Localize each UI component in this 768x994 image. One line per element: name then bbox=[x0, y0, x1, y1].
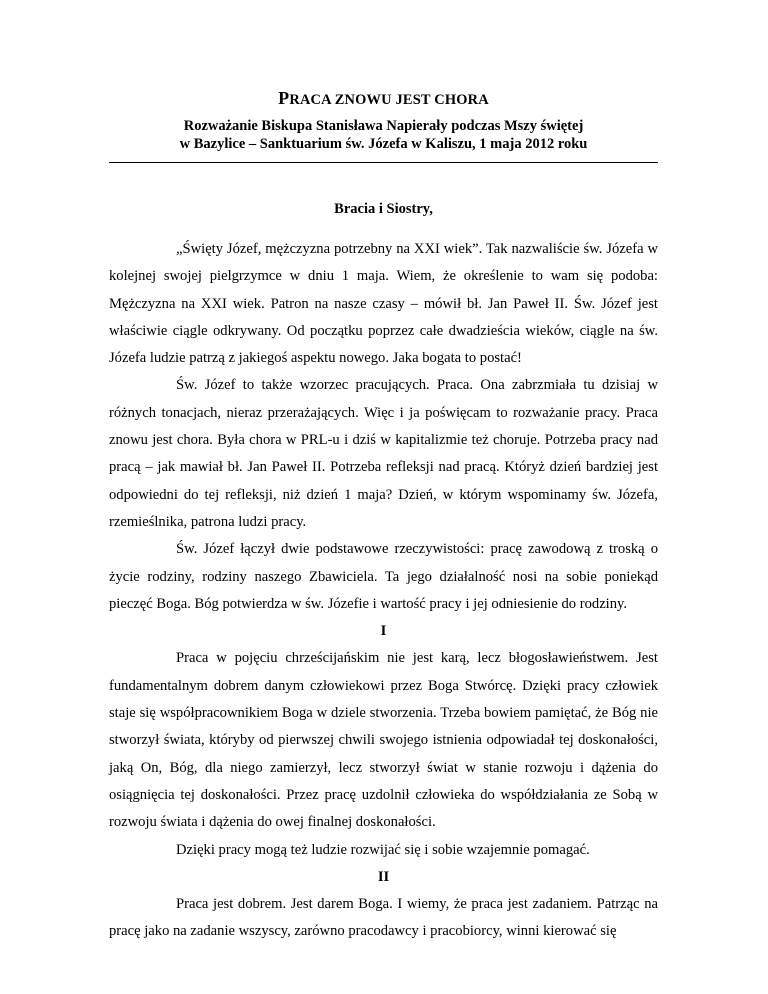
paragraph: Praca jest dobrem. Jest darem Boga. I wiemy, że praca jest zadaniem. Patrząc na pracę jako na zadanie wszyscy, zarówno pracodawcy i pracobiorcy, winni kierować się bbox=[109, 896, 658, 940]
document-subtitle bbox=[109, 117, 658, 153]
subtitle-line-2: w Bazylice – Sanktuarium św. Józefa w Kaliszu, 1 maja 2012 roku bbox=[179, 136, 588, 152]
subtitle-line-1: Rozważanie Biskupa Stanisława Napierały podczas Mszy świętej bbox=[183, 118, 584, 134]
paragraph: „Święty Józef, mężczyzna potrzebny na XXI wiek”. Tak nazwaliście św. Józefa w kolejnej swojej pielgrzymce w dniu 1 maja. Wiem, że określenie to wam się podoba: Mężczyzna na XXI wiek. Patron na nasze czasy – mówił bł. Jan Paweł II. Św. Józef jest właściwie ciągle odkrywany. Od początku poprzez całe dwadzieścia wieków, ciągle na św. Józefa ludzie patrzą z jakiegoś aspektu nowego. Jaka bogata to postać! bbox=[109, 241, 658, 367]
document-title bbox=[109, 88, 658, 109]
section-heading-1: I bbox=[380, 623, 387, 640]
header-divider bbox=[109, 162, 658, 163]
paragraph: Dzięki pracy mogą też ludzie rozwijać się i sobie wzajemnie pomagać. bbox=[176, 841, 590, 858]
document-body bbox=[109, 236, 658, 946]
title-rest: RACA ZNOWU JEST CHORA bbox=[289, 92, 489, 108]
paragraph: Św. Józef łączył dwie podstawowe rzeczywistości: pracę zawodową z troską o życie rodziny, rodziny naszego Zbawiciela. Ta jego działalność nosi na sobie poniekąd pieczęć Boga. Bóg potwierdza w św. Józefie i wartość pracy i jej odniesienie do rodziny. bbox=[109, 541, 658, 612]
document-content bbox=[109, 0, 658, 946]
paragraph: Praca w pojęciu chrześcijańskim nie jest karą, lecz błogosławieństwem. Jest fundamentalnym dobrem danym człowiekowi przez Boga Stwórcę. Dzięki pracy człowiek staje się współpracownikiem Boga w dziele stworzenia. Trzeba bowiem pamiętać, że Bóg nie stworzył świata, któryby od pierwszej chwili swojego istnienia odpowiadał tej doskonałości, jaką On, Bóg, dla niego zamierzył, lecz stworzył świat w stanie rozwoju i dążenia do osiągnięcia tej doskonałości. Przez pracę uzdolnił człowieka do współdziałania ze Sobą w rozwoju świata i dążenia do owej finalnej doskonałości. bbox=[109, 650, 658, 831]
title-initial: P bbox=[278, 88, 290, 108]
section-heading-2: II bbox=[377, 868, 390, 885]
greeting: Bracia i Siostry, bbox=[334, 201, 433, 217]
paragraph: Św. Józef to także wzorzec pracujących. Praca. Ona zabrzmiała tu dzisiaj w różnych tonacjach, nieraz przerażających. Więc i ja poświęcam to rozważanie pracy. Praca znowu jest chora. Była chora w PRL-u i dziś w kapitalizmie też choruje. Potrzeba pracy nad pracą – jak mawiał bł. Jan Paweł II. Potrzeba refleksji nad pracą. Któryż dzień bardziej jest odpowiedni do tej refleksji, niż dzień 1 maja? Dzień, w którym wspominamy św. Józefa, rzemieślnika, patrona ludzi pracy. bbox=[109, 377, 658, 530]
